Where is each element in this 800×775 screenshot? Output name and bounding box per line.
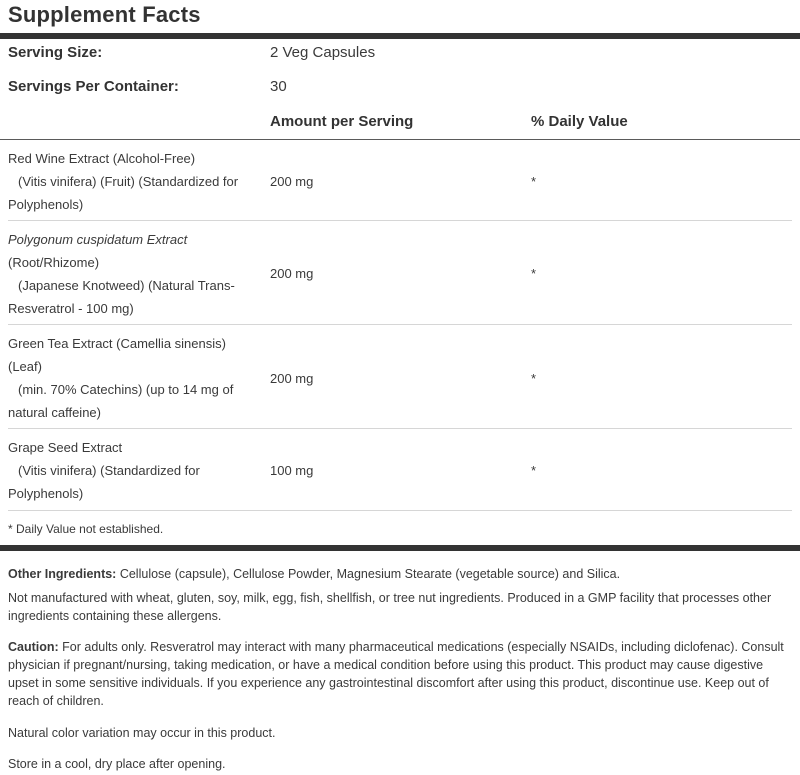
ingredient-line: Green Tea Extract (Camellia sinensis) — [8, 336, 226, 351]
ingredient-line: (Root/Rhizome) — [8, 255, 100, 270]
title-divider — [0, 33, 800, 39]
ingredient-name — [8, 147, 258, 216]
ingredient-line: Grape Seed Extract — [8, 440, 123, 455]
ingredient-line: (Japanese Knotweed) (Natural Trans- — [18, 278, 235, 293]
row-divider — [8, 510, 792, 511]
color-variation-note: Natural color variation may occur in this product. — [8, 726, 276, 740]
ingredient-line: (Leaf) — [8, 359, 42, 374]
ingredient-line: (min. 70% Catechins) (up to 14 mg of — [18, 382, 234, 397]
other-ingredients — [8, 565, 792, 583]
ingredient-line: Red Wine Extract (Alcohol-Free) — [8, 151, 196, 166]
amount-per-serving-header: Amount per Serving — [270, 113, 414, 130]
ingredient-daily-value: * — [531, 463, 537, 478]
ingredient-daily-value: * — [531, 174, 537, 189]
ingredient-line: Resveratrol - 100 mg) — [8, 301, 134, 316]
ingredient-amount: 200 mg — [270, 174, 314, 189]
caution-statement — [8, 638, 792, 710]
servings-per-container-value: 30 — [270, 78, 287, 95]
serving-size-label: Serving Size: — [8, 44, 103, 61]
caution-text: For adults only. Resveratrol may interact with many pharmaceutical medications (especially NSAIDs, including diclofenac). Consult physician if pregnant/nursing, taking medication, or have a medical condition before using this product. This product may cause digestive upset in some sensitive individuals. If you experience any gastrointestinal discomfort after using this product, discontinue use. Keep out of reach of children. — [8, 640, 784, 708]
ingredient-name — [8, 436, 258, 505]
ingredient-amount: 100 mg — [270, 463, 314, 478]
ingredient-line: (Vitis vinifera) (Standardized for — [18, 463, 200, 478]
row-divider — [8, 428, 792, 429]
ingredient-daily-value: * — [531, 371, 537, 386]
ingredient-amount: 200 mg — [270, 371, 314, 386]
ingredient-line: Polygonum cuspidatum Extract — [8, 232, 188, 247]
other-ingredients-text: Cellulose (capsule), Cellulose Powder, Magnesium Stearate (vegetable source) and Silica. — [119, 567, 621, 581]
caution-label: Caution: — [8, 640, 59, 654]
daily-value-footnote: * Daily Value not established. — [8, 522, 164, 536]
servings-per-container-label: Servings Per Container: — [8, 78, 179, 95]
ingredient-line: natural caffeine) — [8, 405, 101, 420]
row-divider — [8, 324, 792, 325]
ingredient-line: Polyphenols) — [8, 486, 84, 501]
allergen-statement: Not manufactured with wheat, gluten, soy, milk, egg, fish, shellfish, or tree nut ingredients. Produced in a GMP facility that processes other ingredients containing these allergens. — [8, 591, 772, 623]
ingredient-amount: 200 mg — [270, 266, 314, 281]
storage-note: Store in a cool, dry place after opening. — [8, 757, 226, 771]
ingredient-daily-value: * — [531, 266, 537, 281]
footnote-divider — [0, 545, 800, 551]
page-title: Supplement Facts — [8, 2, 201, 27]
row-divider — [8, 220, 792, 221]
serving-size-value: 2 Veg Capsules — [270, 44, 376, 61]
ingredient-line: (Vitis vinifera) (Fruit) (Standardized for — [18, 174, 239, 189]
ingredient-name — [8, 332, 258, 424]
ingredient-name — [8, 228, 258, 320]
other-ingredients-label: Other Ingredients: — [8, 567, 117, 581]
ingredient-line: Polyphenols) — [8, 197, 84, 212]
daily-value-header: % Daily Value — [531, 113, 628, 130]
header-divider — [0, 139, 800, 140]
